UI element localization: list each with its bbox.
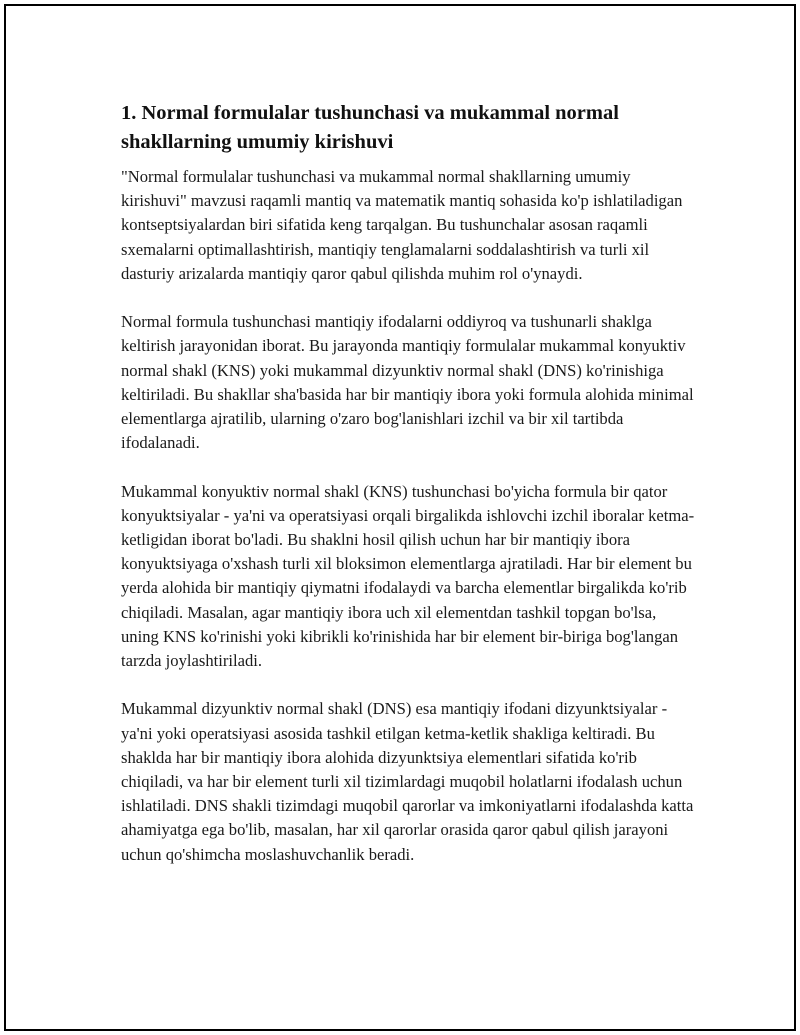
page-frame <box>4 4 796 1031</box>
paragraph-dns: Mukammal dizyunktiv normal shakl (DNS) esa mantiqiy ifodani dizyunktsiyalar - ya'ni yoki operatsiyasi asosida tashkil etilgan ketma-ketlik shakliga keltiradi. Bu shaklda har bir mantiqiy ibora alohida dizyunktsiya elementlari sifatida ko'rib chiqiladi, va har bir element turli xil tizimlardagi muqobil holatlarni ifodalash uchun ishlatiladi. DNS shakli tizimdagi muqobil qarorlar va imkoniyatlarni ifodalashda katta ahamiyatga ega bo'lib, masalan, har xil qarorlar orasida qaror qabul qilish jarayoni uchun qo'shimcha moslashuvchanlik beradi. <box>121 699 694 864</box>
paragraph-kns: Mukammal konyuktiv normal shakl (KNS) tushunchasi bo'yicha formula bir qator konyuktsiyalar - ya'ni va operatsiyasi orqali birgalikda ishlovchi izchil iboralar ketma-ketligidan iborat bo'ladi. Bu shaklni hosil qilish uchun har bir mantiqiy ibora konyuktsiyaga o'xshash turli xil bloksimon elementlarga ajratiladi. Har bir element bu yerda alohida bir mantiqiy qiymatni ifodalaydi va barcha elementlar birgalikda ko'rib chiqiladi. Masalan, agar mantiqiy ibora uch xil elementdan tashkil topgan bo'lsa, uning KNS ko'rinishi yoki kibrikli ko'rinishida har bir element bir-biriga bog'langan tarzda joylashtiriladi. <box>121 481 695 671</box>
document-body <box>121 99 696 891</box>
paragraph-normal-formula: Normal formula tushunchasi mantiqiy ifodalarni oddiyroq va tushunarli shaklga keltirish jarayonidan iborat. Bu jarayonda mantiqiy formulalar mukammal konyuktiv normal shakl (KNS) yoki mukammal dizyunktiv normal shakl (DNS) ko'rinishiga keltiriladi. Bu shakllar sha'basida har bir mantiqiy ibora yoki formula alohida minimal elementlarga ajratilib, ularning o'zaro bog'lanishlari izchil va bir xil tartibda ifodalanadi. <box>121 312 694 453</box>
section-heading: 1. Normal formulalar tushunchasi va mukammal normal shakllarning umumiy kirishuvi <box>121 102 619 153</box>
paragraph-intro: "Normal formulalar tushunchasi va mukammal normal shakllarning umumiy kirishuvi" mavzusi raqamli mantiq va matematik mantiq sohasida ko'p ishlatiladigan kontseptsiyalardan biri sifatida keng tarqalgan. Bu tushunchalar asosan raqamli sxemalarni optimallashtirish, mantiqiy tenglamalarni soddalashtirish va turli xil dasturiy arizalarda mantiqiy qaror qabul qilishda muhim rol o'ynaydi. <box>121 167 683 283</box>
